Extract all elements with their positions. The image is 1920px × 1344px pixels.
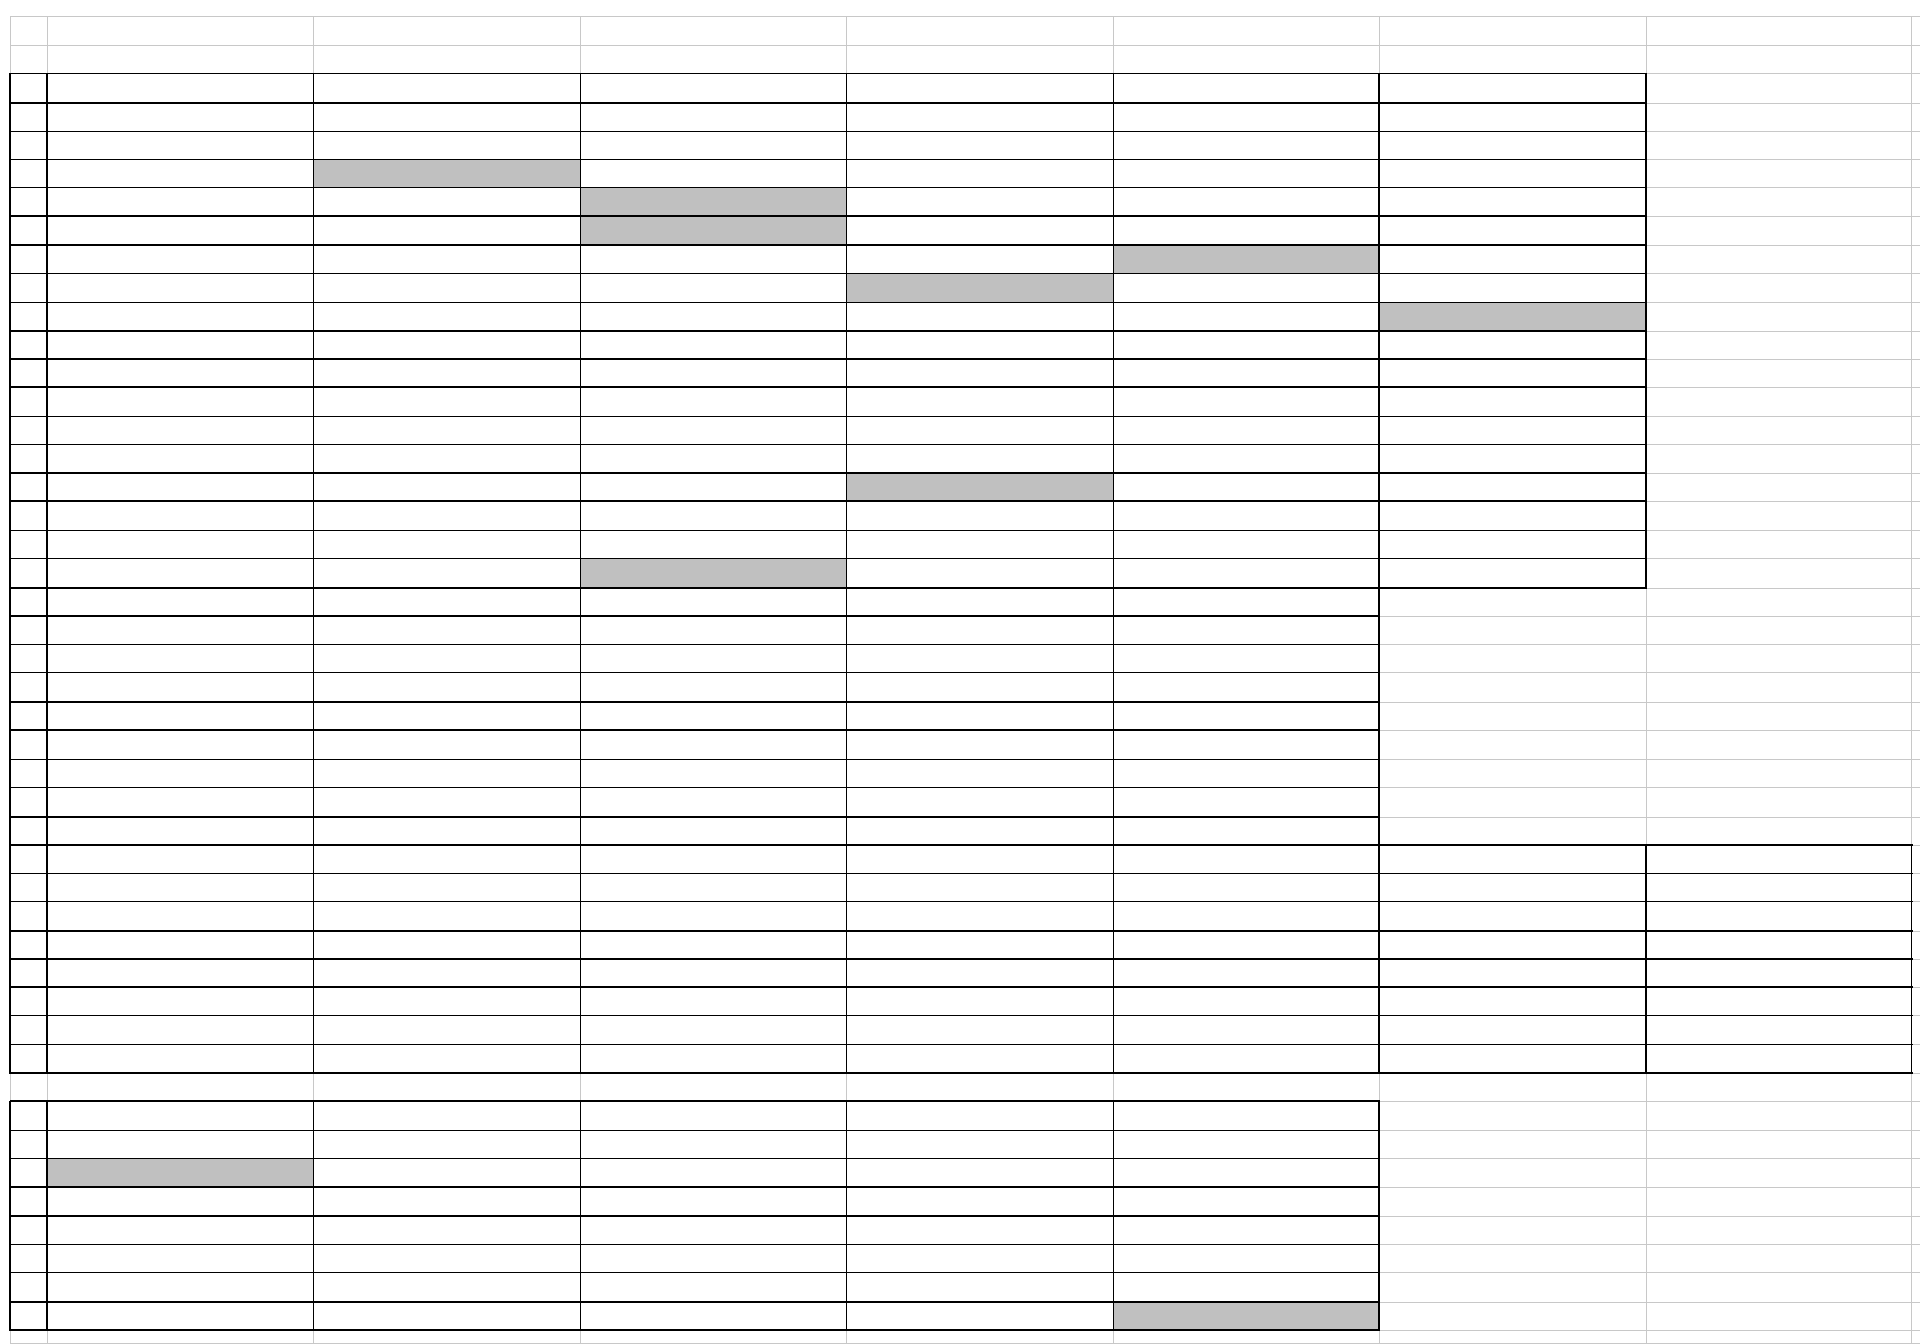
table-border-h <box>10 958 1913 960</box>
table-border-h <box>10 759 1380 761</box>
table-border-v <box>46 331 48 590</box>
page-title <box>313 20 1378 47</box>
table-border-h <box>10 102 1647 104</box>
table-border-v <box>313 331 315 590</box>
table-border-h <box>10 530 1647 532</box>
table-border-v <box>846 845 848 1074</box>
table-border-h <box>10 1158 1380 1160</box>
table-border-h <box>10 1044 1913 1046</box>
highlighted-cell <box>1114 246 1379 273</box>
table-border-h <box>10 358 1647 360</box>
highlighted-cell <box>847 274 1113 302</box>
table-border-h <box>10 615 1380 617</box>
table-border-v <box>313 588 315 847</box>
table-border-h <box>10 672 1380 674</box>
gridline-col <box>1911 16 1912 1343</box>
gridline-row <box>10 16 1920 17</box>
table-border-v <box>580 331 582 590</box>
table-border-h <box>10 901 1913 903</box>
highlighted-cell <box>581 559 846 587</box>
table-border-h <box>10 330 1647 332</box>
table-border-h <box>10 587 1380 589</box>
table-border-h <box>10 1100 1380 1102</box>
table-border-h <box>10 1072 1913 1074</box>
table-border-h <box>10 644 1380 646</box>
table-border-v <box>9 845 11 1074</box>
table-border-v <box>1113 588 1115 847</box>
table-border-h <box>10 73 1647 75</box>
table-border-h <box>10 1301 1380 1303</box>
table-border-v <box>9 73 11 332</box>
table-border-v <box>9 588 11 847</box>
table-border-v <box>9 331 11 590</box>
table-border-h <box>10 500 1647 502</box>
table-border-v <box>1378 1101 1380 1331</box>
table-border-v <box>1645 845 1647 1074</box>
table-border-h <box>10 873 1913 875</box>
table-border-v <box>580 845 582 1074</box>
table-border-h <box>10 729 1380 731</box>
table-border-h <box>10 1186 1380 1188</box>
table-border-v <box>313 1101 315 1331</box>
table-border-v <box>846 73 848 332</box>
table-border-h <box>10 1130 1380 1132</box>
table-border-v <box>1378 331 1380 590</box>
table-border-h <box>10 986 1913 988</box>
table-border-h <box>10 416 1647 418</box>
table-border-v <box>580 73 582 332</box>
table-border-h <box>10 1215 1380 1217</box>
highlighted-cell <box>48 1159 314 1186</box>
table-border-v <box>46 1101 48 1331</box>
table-border-v <box>313 73 315 332</box>
table-border-h <box>10 930 1913 932</box>
table-border-v <box>1113 845 1115 1074</box>
table-border-v <box>1378 588 1380 847</box>
table-border-v <box>846 1101 848 1331</box>
highlighted-cell <box>1380 303 1646 330</box>
table-border-v <box>1113 1101 1115 1331</box>
table-border-h <box>10 273 1647 275</box>
table-border-v <box>846 331 848 590</box>
table-border-v <box>46 73 48 332</box>
table-border-h <box>10 386 1647 388</box>
table-border-v <box>580 588 582 847</box>
table-border-v <box>580 1101 582 1331</box>
table-border-v <box>46 845 48 1074</box>
highlighted-cell <box>1114 1303 1379 1330</box>
table-border-v <box>1645 331 1647 590</box>
table-border-h <box>10 787 1380 789</box>
table-border-v <box>1911 845 1913 1074</box>
table-border-v <box>1645 73 1647 332</box>
table-border-h <box>10 215 1647 217</box>
table-border-h <box>10 187 1647 189</box>
table-border-v <box>46 588 48 847</box>
table-border-h <box>10 558 1647 560</box>
highlighted-cell <box>847 474 1113 501</box>
table-border-v <box>313 845 315 1074</box>
highlighted-cell <box>581 217 846 245</box>
table-border-h <box>10 472 1647 474</box>
table-border-h <box>10 444 1647 446</box>
table-border-h <box>10 159 1647 161</box>
table-border-h <box>10 131 1647 133</box>
table-border-h <box>10 816 1380 818</box>
table-border-v <box>1378 845 1380 1074</box>
table-border-h <box>10 1272 1380 1274</box>
highlighted-cell <box>314 160 580 187</box>
table-border-v <box>9 1101 11 1331</box>
table-border-v <box>846 588 848 847</box>
table-border-h <box>10 844 1913 846</box>
table-border-h <box>10 1015 1913 1017</box>
table-border-h <box>10 1244 1380 1246</box>
highlighted-cell <box>581 188 846 215</box>
table-border-v <box>1378 73 1380 332</box>
table-border-h <box>10 701 1380 703</box>
table-border-h <box>10 1329 1380 1331</box>
table-border-h <box>10 302 1647 304</box>
table-border-v <box>1113 331 1115 590</box>
table-border-v <box>1113 73 1115 332</box>
table-border-h <box>10 244 1647 246</box>
